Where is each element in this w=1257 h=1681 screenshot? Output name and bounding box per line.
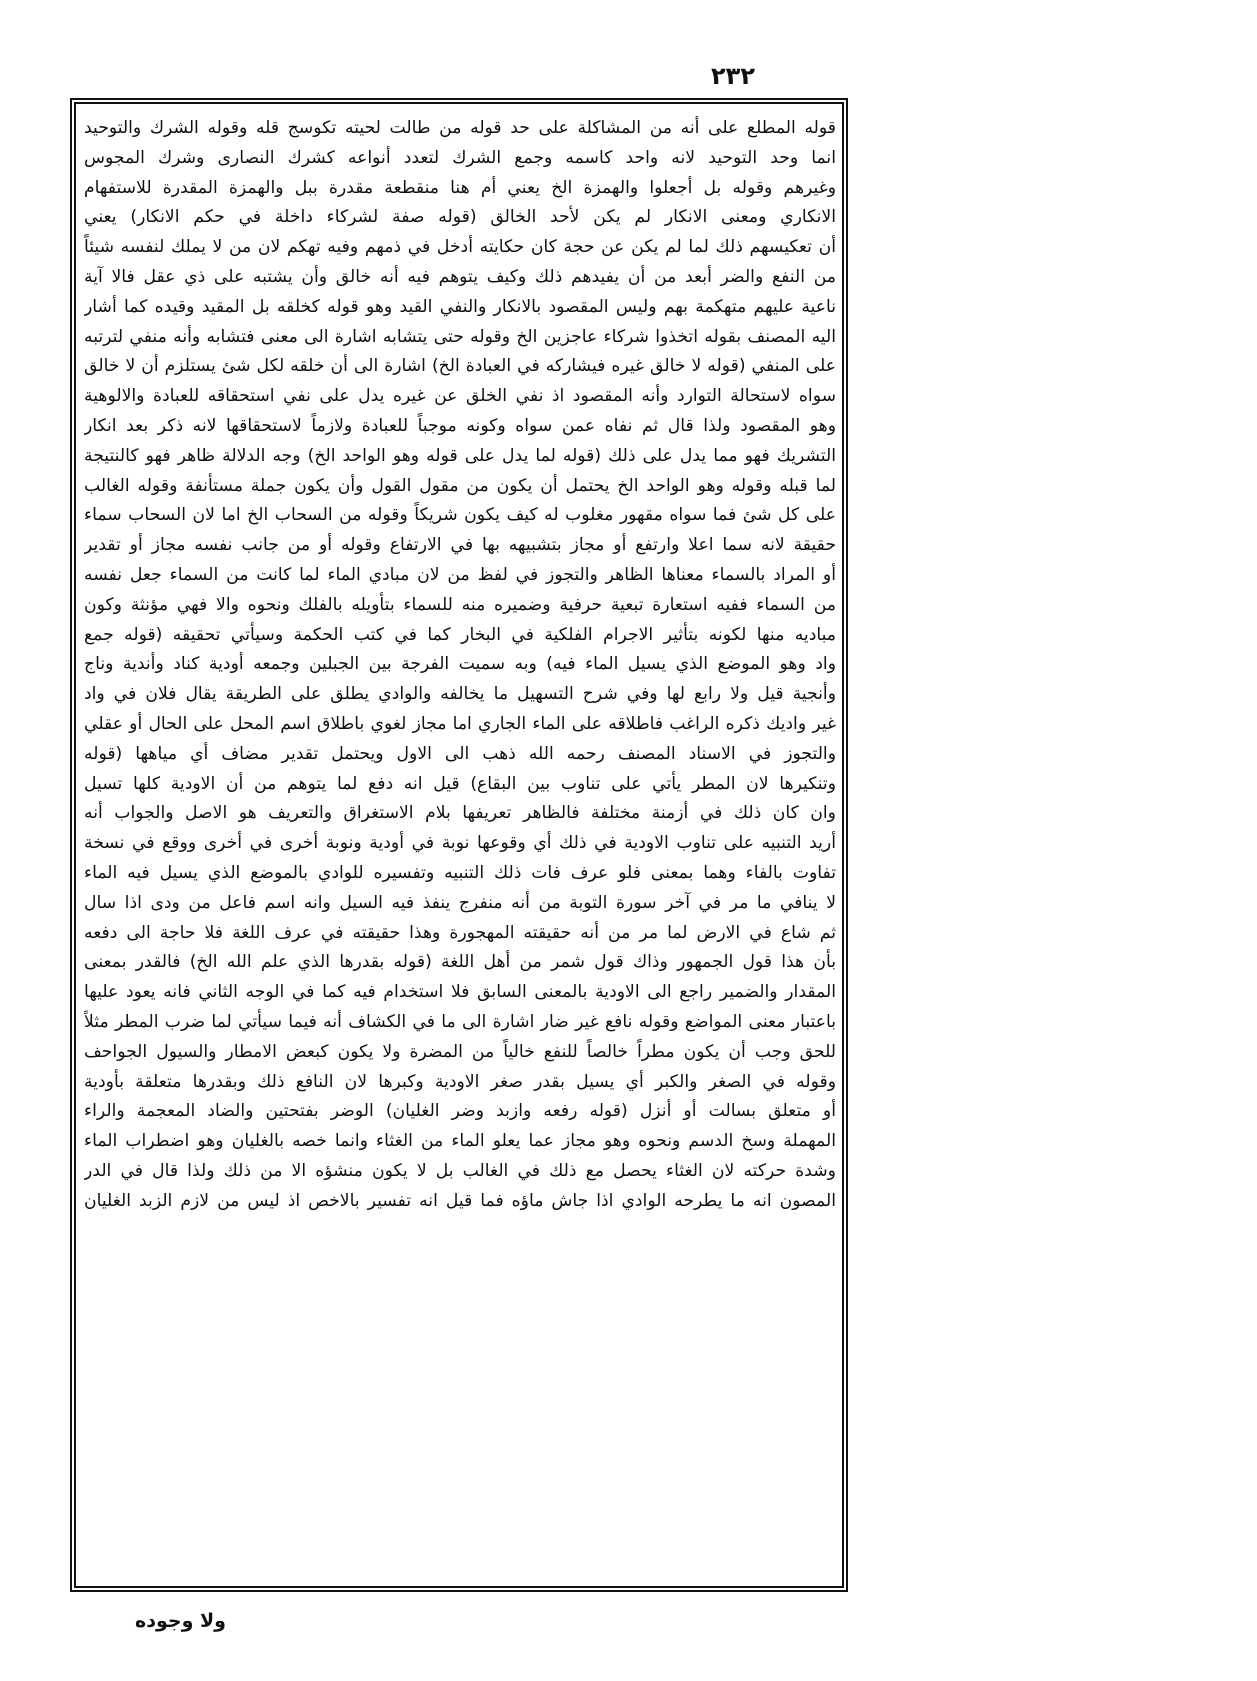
- catchword: ولا وجوده: [135, 1610, 226, 1632]
- main-text-line: المصون انه ما يطرحه الوادي اذا جاش ماؤه فما قيل انه تفسير بالاخص اذ ليس من لازم الزبد الغليان: [84, 1190, 836, 1211]
- main-commentary-text: [84, 114, 836, 1576]
- main-text-line: على كل شئ فما سواه مقهور مغلوب له كيف يكون شريكاً وقوله من السحاب الخ اما لان السحاب سماء: [84, 505, 836, 526]
- main-text-line: من السماء ففيه استعارة تبعية حرفية وضميره منه للسماء بتأويله بالفلك ونحوه والا فهي مؤنثة وكون: [84, 594, 836, 615]
- main-text-line: أو متعلق بسالت أو أنزل (قوله رفعه وازبد وضر الغليان) الوضر بفتحتين والضاد المعجمة والراء: [84, 1101, 836, 1122]
- main-text-line: وهو المقصود ولذا قال ثم نفاه عمن سواه وكونه موجباً للعبادة ولازماً لاستحقاقها لانه ذكر بعد انكار: [84, 415, 836, 436]
- main-text-line: والتجوز في الاسناد المصنف رحمه الله ذهب الى الاول ويحتمل تقدير مضاف أي مياهها (قوله: [84, 743, 836, 764]
- main-text-line: ثم شاع في الارض لما مر من أنه حقيقته المهجورة وهذا حقيقته في عرف اللغة فلا حاجة الى دفعه: [84, 922, 836, 943]
- main-text-line: الانكاري ومعنى الانكار لم يكن لأحد الخالق (قوله صفة لشركاء داخلة في حكم الانكار) يعني: [84, 207, 836, 228]
- main-text-line: على المنفي (قوله لا خالق غيره فيشاركه في العبادة الخ) اشارة الى أن خلقه لكل شئ يستلزم أن لا خالق: [84, 356, 836, 377]
- main-text-line: أريد التنبيه على تناوب الاودية في ذلك أي وقوعها نوبة في أودية ونوبة أخرى في أخرى ووقع في نسخة: [84, 833, 836, 854]
- main-text-line: المقدار والضمير راجع الى الاودية بالمعنى السابق فلا استخدام فيه كما في الوجه الثاني فانه يعود عليها: [84, 982, 836, 1003]
- main-text-line: باعتبار معنى المواضع وقوله نافع غير ضار اشارة الى ما في الكشاف أنه فيما سيأتي لما ضرب المطر مثلاً: [84, 1011, 836, 1032]
- main-text-line: تفاوت بالفاء وهما بمعنى فلو عرف فات ذلك التنبيه وتفسيره للوادي بالموضع الذي يسيل فيه الماء: [84, 862, 836, 883]
- main-text-line: غير واديك ذكره الراغب فاطلاقه على الماء الجاري اما مجاز لغوي باطلاق اسم المحل على الحال أو عقلي: [84, 713, 836, 734]
- main-text-line: وتنكيرها لان المطر يأتي على تناوب بين البقاع) قيل انه دفع لما يتوهم من أن الاودية كلها تسيل: [84, 773, 836, 794]
- main-text-line: انما وحد التوحيد لانه واحد كاسمه وجمع الشرك لتعدد أنواعه كشرك النصارى وشرك المجوس: [84, 147, 836, 168]
- main-text-line: بأن هذا قول الجمهور وذاك قول شمر من أهل اللغة (قوله بقدرها الذي علم الله الخ) فالقدر بمعنى: [84, 952, 836, 973]
- main-text-line: حقيقة لانه سما اعلا وارتفع أو مجاز بتشبيهه بها في الارتفاع وقوله أو من جانب نفسه مجاز أو تقدير: [84, 535, 836, 556]
- main-text-line: واد وهو الموضع الذي يسيل الماء فيه) وبه سميت الفرجة بين الجبلين وجمعه أودية كناد وأندية وناج: [84, 654, 836, 675]
- main-text-line: ناعية عليهم متهكمة بهم وليس المقصود بالانكار والنفي القيد وهو قوله كخلقه بل المقيد وقيده كما أشار: [84, 296, 836, 317]
- main-text-line: وشدة حركته لان الغثاء يحصل مع ذلك في الغالب بل لا يكون منشؤه الا من ذلك ولذا قال في الدر: [84, 1160, 836, 1181]
- main-text-line: لما قبله وقوله وهو الواحد الخ يحتمل أن يكون من مقول القول وأن يكون جملة مستأنفة وقوله الغالب: [84, 475, 836, 496]
- main-text-line: مباديه منها لكونه بتأثير الاجرام الفلكية في البخار كما في كتب الحكمة وسيأتي تحقيقه (قوله جمع: [84, 624, 836, 645]
- margin-commentary-text: [794, 205, 1257, 816]
- main-text-line: لا ينافي ما مر في آخر سورة التوبة من أنه منفرج ينفذ فيه السيل وانه اسم فاعل من ودى اذا سال: [84, 892, 836, 913]
- main-text-line: وقوله في الصغر والكبر أي يسيل بقدر صغر الاودية وكبرها لان النافع ذلك وبقدرها متعلقة بأودية: [84, 1071, 836, 1092]
- main-text-line: للحق وجب أن يكون مطراً خالصاً للنفع خالياً من المضرة ولا يكون كبعض الامطار والسيول الجواحف: [84, 1041, 836, 1062]
- main-text-line: وأنجية قيل ولا رابع لها وفي شرح التسهيل ما يخالفه والوادي يطلق على الطريقة يقال فلان في واد: [84, 684, 836, 705]
- main-text-line: اليه المصنف بقوله اتخذوا شركاء عاجزين الخ وقوله حتى يتشابه اشارة الى معنى فتشابه وأنه منفي لترتبه: [84, 326, 836, 347]
- main-text-line: التشريك فهو مما يدل على ذلك (قوله لما يدل على قوله وهو الواحد الخ) وجه الدلالة ظاهر فهو كالنتيجة: [84, 445, 836, 466]
- main-text-line: المهملة وسخ الدسم ونحوه وهو مجاز عما يعلو الماء من الغثاء وانما خصه بالغليان وهو اضطراب الماء: [84, 1131, 836, 1152]
- main-text-line: قوله المطلع على أنه من المشاكلة على حد قوله من طالت لحيته تكوسج قله وقوله الشرك والتوحيد: [84, 118, 836, 138]
- main-text-line: سواه لاستحالة التوارد وأنه المقصود اذ نفي الخلق عن غيره يدل على نفي استحقاقه للعبادة والالوهية: [84, 386, 836, 407]
- page-number: ٢٣٢: [711, 62, 755, 90]
- main-text-line: أو المراد بالسماء معناها الظاهر والتجوز في لفظ من لان مبادي الماء لما كانت من السماء جعل نفسه: [84, 564, 836, 585]
- main-text-line: وغيرهم وقوله بل أجعلوا والهمزة الخ يعني أم هنا منقطعة مقدرة ببل والهمزة المقدرة للاستفهام: [84, 177, 836, 198]
- main-text-line: وان كان ذلك في أزمنة مختلفة فالظاهر تعريفها بلام الاستغراق والتعريف هو الاصل والجواب أنه: [84, 803, 836, 824]
- main-text-line: أن تعكيسهم ذلك لما لم يكن عن حجة كان حكايته أدخل في ذمهم وفيه تهكم لان من لا يملك لنفسه شيئاً: [84, 237, 836, 258]
- main-text-line: من النفع والضر أبعد من أن يفيدهم ذلك وكيف يتوهم فيه أنه خالق وأن يشتبه على ذي عقل فالا آية: [84, 266, 836, 287]
